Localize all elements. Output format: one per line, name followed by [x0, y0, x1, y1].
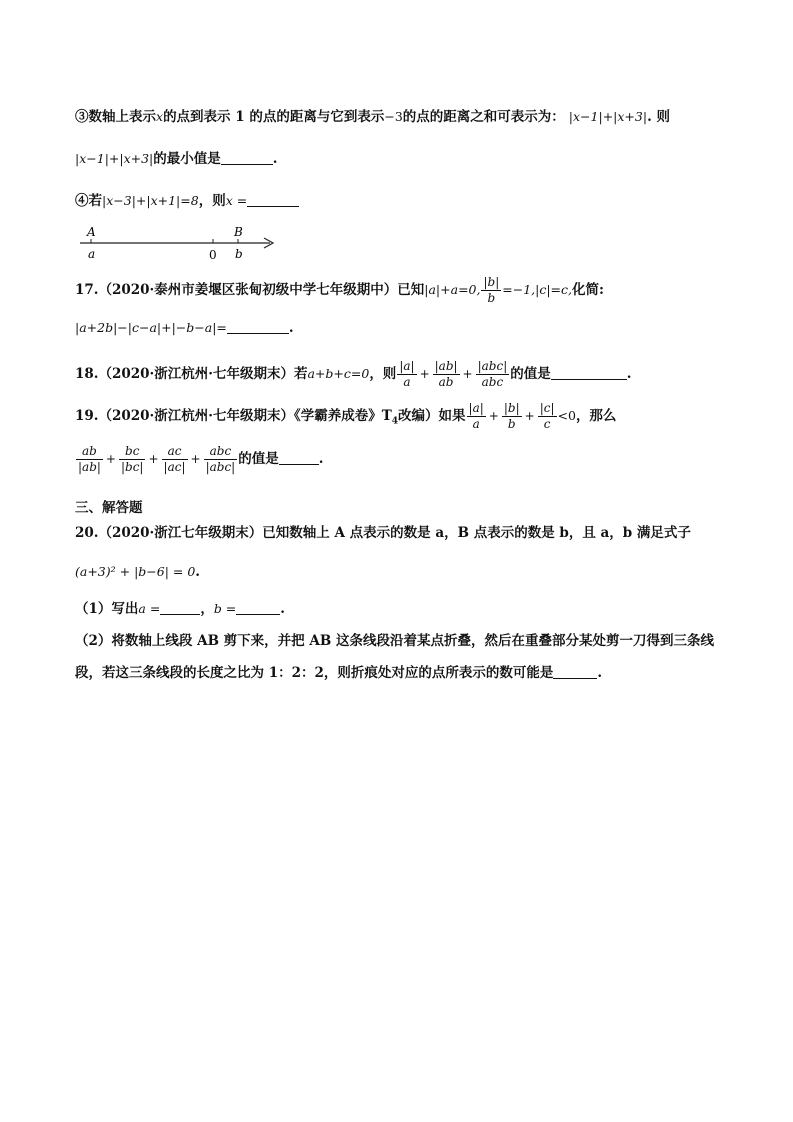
q4-mid: ，则 — [198, 193, 226, 209]
q18-fraction-1 — [397, 359, 416, 390]
q18-fraction-3 — [476, 359, 510, 390]
q19-g-fraction-1 — [76, 444, 103, 475]
q20-part1-end: . — [280, 601, 285, 617]
q20-a-answer-blank[interactable] — [160, 600, 200, 615]
q4-line — [75, 190, 299, 212]
q19-fraction-3 — [538, 401, 557, 432]
point-B-label: B — [234, 225, 243, 239]
q18-f1-den: a — [403, 375, 411, 389]
q18-f1-num: |a| — [399, 359, 415, 373]
q20-b-answer-blank[interactable] — [236, 600, 280, 615]
q17-expression-1: |a|+a=0, — [424, 282, 481, 297]
q19-then: ，那么 — [575, 408, 617, 424]
zero-label: 0 — [209, 248, 217, 262]
q20-line1: 20.（2020·浙江七年级期末）已知数轴上 A 点表示的数是 a，B 点表示的数是 b，且 a，b 满足式子 — [75, 525, 691, 541]
q19-g2-den: |bc| — [120, 460, 144, 474]
q19-prefix-2: 改编）如果 — [398, 408, 466, 424]
q19-line1: 19.（2020·浙江杭州·七年级期末）《学霸养成卷》$T_4$改编）如果 $\frac{|a|}{a}$ + $\frac{|b|}{b}$ + $\frac{|c|}{c}$ <0，那么 — [75, 401, 617, 431]
q18-f2-num: |ab| — [434, 359, 458, 373]
q19-g-fraction-3 — [162, 444, 188, 475]
q19-prefix: 19.（2020·浙江杭州·七年级期末）《学霸养成卷》T — [75, 408, 392, 424]
q19-f3-num: |c| — [539, 401, 555, 415]
q19-fraction-1 — [467, 401, 486, 432]
q19-g4-den: |abc| — [205, 460, 236, 474]
q20-part2-line2 — [75, 662, 602, 684]
q20-part1-a: a = — [138, 601, 161, 616]
q19-subscript: 4 — [391, 416, 399, 427]
q20-part2-end: . — [597, 665, 603, 681]
q19-g4-num: abc — [204, 444, 238, 460]
q18-suffix: 的值是 — [510, 366, 551, 382]
q19-end: . — [318, 451, 324, 467]
q20-part1-prefix: （1）写出 — [75, 601, 139, 617]
q19-line2: $\frac{ab}{|ab|}$ + $\frac{bc}{|bc|}$ + $\frac{ac}{|ac|}$ + $\frac{\text{abc}}{\text{|abc|}}$ 的值是 . — [78, 444, 324, 474]
q17-line2 — [75, 317, 294, 339]
q19-less-than: <0 — [557, 408, 576, 423]
q18-answer-blank[interactable] — [551, 365, 627, 380]
q3-text-2: 的点到表示 1 的点的距离与它到表示 — [163, 109, 385, 125]
number-line-figure — [78, 222, 278, 264]
q19-g3-den: |ac| — [163, 460, 186, 474]
q17-frac-denominator: b — [487, 291, 496, 305]
q19-answer-blank[interactable] — [279, 450, 319, 465]
q19-f1-num: |a| — [468, 401, 484, 415]
q20-part2-answer-blank[interactable] — [553, 664, 597, 679]
q17-answer-blank[interactable] — [227, 319, 289, 334]
q19-f2-num: |b| — [503, 401, 520, 415]
q18-mid: ，则 — [369, 366, 397, 382]
q20-part1 — [75, 598, 285, 620]
q17-line1 — [75, 275, 604, 306]
q18-fraction-2 — [433, 359, 460, 390]
q3-var-x: x — [156, 109, 164, 124]
q18-f3-num: |abc| — [477, 359, 508, 373]
section-title: 三、解答题 — [75, 500, 143, 516]
point-A-label: A — [87, 225, 96, 239]
q4-var: x = — [225, 193, 248, 208]
q3-line2-end: . — [272, 151, 278, 167]
q18-f2-den: ab — [438, 375, 454, 389]
q19-suffix: 的值是 — [238, 451, 279, 467]
q3-text-3: 的点的距离之和可表示为： — [402, 109, 565, 125]
q20-part2-text: 段，若这三条线段的长度之比为 1：2：2，则折痕处对应的点所表示的数可能是 — [75, 665, 554, 681]
q3-line2-expression: |x−1|+|x+3| — [75, 151, 154, 166]
q19-g-fraction-4 — [204, 444, 238, 475]
q18-end: . — [626, 366, 632, 382]
q3-text-4: . 则 — [647, 109, 670, 125]
q3-line1 — [75, 106, 670, 128]
point-b-value: b — [235, 247, 243, 261]
q20-line2 — [75, 561, 200, 583]
q20-part2-line1: （2）将数轴上线段 AB 剪下来，并把 AB 这条线段沿着某点折叠，然后在重叠部分某处剪一刀得到三条线 — [75, 633, 714, 649]
q17-line2-end: . — [288, 320, 294, 336]
q20-part1-b: b = — [213, 601, 237, 616]
q19-fraction-2 — [502, 401, 522, 432]
q19-g1-den: |ab| — [78, 460, 101, 474]
q20-condition-expression: (a+3)² + |b−6| = 0 — [75, 564, 196, 579]
q19-f1-den: a — [472, 417, 480, 431]
q4-expression: |x−3|+|x+1|=8 — [102, 193, 199, 208]
q3-expression: |x−1|+|x+3| — [568, 109, 648, 124]
q19-g3-num: ac — [162, 444, 188, 460]
q19-g2-num: bc — [119, 444, 146, 460]
q19-g1-num: ab — [76, 444, 103, 460]
q4-answer-blank[interactable] — [247, 192, 299, 207]
q19-f2-den: b — [507, 417, 516, 431]
q3-line2-text: 的最小值是 — [153, 151, 221, 167]
q3-text-1: ③数轴上表示 — [75, 109, 156, 125]
q20-part1-comma: ， — [200, 601, 214, 617]
q17-prefix: 17.（2020·泰州市姜堰区张甸初级中学七年级期中）已知 — [75, 282, 425, 298]
q3-neg3: −3 — [384, 109, 403, 124]
q19-g-fraction-2 — [119, 444, 146, 475]
q17-suffix: 化简: — [572, 282, 604, 298]
q18-prefix: 18.（2020·浙江杭州·七年级期末）若 — [75, 366, 308, 382]
point-a-value: a — [88, 247, 96, 261]
q4-prefix: ④若 — [75, 193, 102, 209]
q3-answer-blank[interactable] — [221, 150, 273, 165]
q20-line2-end: . — [195, 564, 200, 580]
q17-expression-2: =−1,|c|=c, — [502, 282, 572, 297]
q19-f3-den: c — [543, 417, 551, 431]
q18-condition: a+b+c=0 — [307, 366, 370, 381]
q18-line: 18.（2020·浙江杭州·七年级期末）若a+b+c=0，则 $\frac{|a|}{a}$ + $\frac{|ab|}{ab}$ + $\frac{\text{|abc|}}{\text{abc}}$ 的值是 . — [75, 359, 632, 389]
q17-fraction — [481, 275, 501, 306]
q17-simplify-expression: |a+2b|−|c−a|+|−b−a|= — [75, 320, 227, 335]
q18-f3-den: abc — [481, 375, 504, 389]
q3-line2 — [75, 148, 277, 170]
q17-frac-numerator: |b| — [483, 275, 500, 289]
